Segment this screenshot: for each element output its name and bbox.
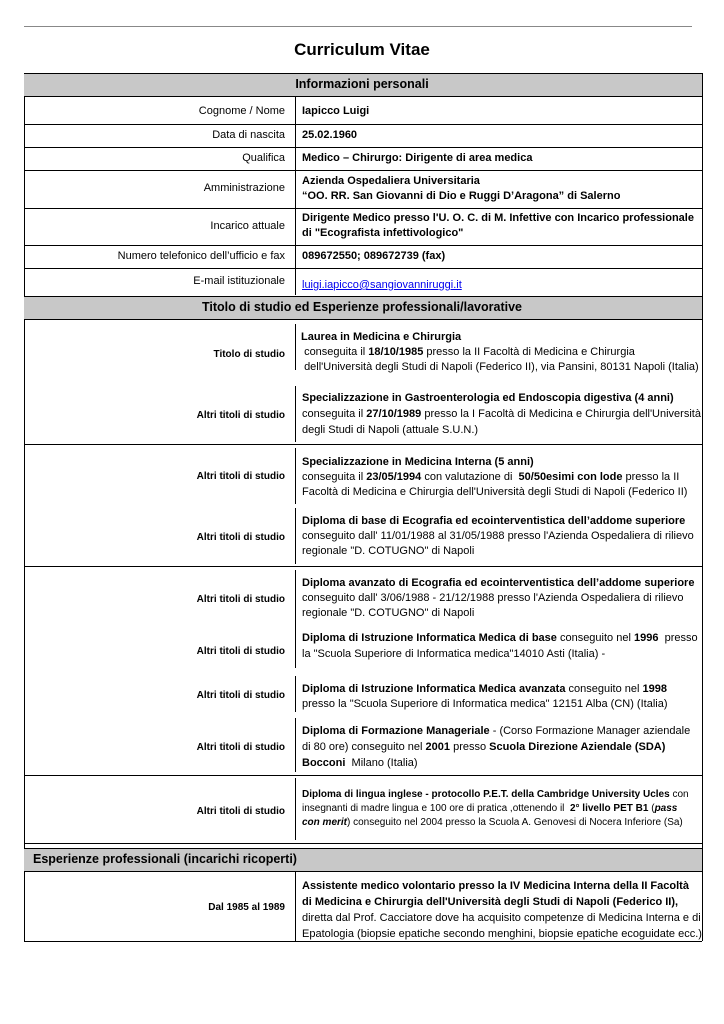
info-base-entry: Diploma di Istruzione Informatica Medica di base conseguito nel 1996 presso la "Scuola Superiore di Informatica medica"14010 Asti (Italia) -: [302, 632, 698, 660]
column-divider: [295, 448, 296, 504]
row-divider: [24, 147, 702, 148]
amministrazione-value: Azienda Ospedaliera Universitaria “OO. RR. San Giovanni di Dio e Ruggi D’Aragona” di Salerno: [302, 175, 621, 202]
altri-label: Altri titoli di studio: [196, 806, 285, 817]
row-divider: [24, 268, 702, 269]
column-divider: [295, 626, 296, 668]
page-title: Curriculum Vitae: [294, 40, 430, 59]
altri-label: Altri titoli di studio: [196, 594, 285, 605]
altri-label: Altri titoli di studio: [196, 742, 285, 753]
row-divider: [24, 170, 702, 171]
frame-left-border: [24, 73, 25, 941]
altri-label: Altri titoli di studio: [196, 532, 285, 543]
info-avanzata-entry: Diploma di Istruzione Informatica Medica avanzata conseguito nel 1998 presso la "Scuola Superiore di Informatica medica" 12151 Alba (CN) (Italia): [302, 683, 668, 710]
column-divider: [295, 778, 296, 840]
column-divider: [295, 386, 296, 442]
esperienze-entry: Assistente medico volontario presso la IV Medicina Interna della II Facoltà di Medicina e Chirurgia dell'Università degli Studi di Napoli (Federico II), diretta dal Prof. Cacciatore dove ha acquisito competenze di Medicina Interna e di Epatologia (biopsie epatiche secondo menghini, biopsie epatiche ecoguidate ecc.): [302, 880, 702, 940]
telefono-value: 089672550; 089672739 (fax): [302, 250, 446, 262]
section-title-esperienze: Esperienze professionali (incarichi ricoperti): [33, 852, 297, 866]
telefono-label: Numero telefonico dell’ufficio e fax: [117, 250, 285, 262]
spec-gastro-entry: Specializzazione in Gastroenterologia ed Endoscopia digestiva (4 anni) conseguita il 27/10/1989 presso la I Facoltà di Medicina e Chirurgia dell'Università degli Studi di Napoli (attuale S.U.N.): [302, 392, 701, 436]
section-title-studio: Titolo di studio ed Esperienze professionali/lavorative: [202, 300, 522, 314]
altri-label: Altri titoli di studio: [196, 410, 285, 421]
column-divider: [295, 324, 296, 370]
altri-label: Altri titoli di studio: [196, 471, 285, 482]
cognome-label: Cognome / Nome: [198, 105, 285, 117]
column-divider: [295, 570, 296, 626]
spec-medicina-entry: Specializzazione in Medicina Interna (5 anni) conseguita il 23/05/1994 con valutazione di 50/50esimi con lode presso la II Facoltà di Medicina e Chirurgia dell'Università degli Studi di Napoli (Federico II): [302, 456, 688, 498]
qualifica-label: Qualifica: [242, 152, 285, 164]
email-value: [302, 278, 702, 293]
email-label: E-mail istituzionale: [193, 275, 285, 287]
altri-label: Altri titoli di studio: [196, 690, 285, 701]
nascita-label: Data di nascita: [212, 129, 285, 141]
column-divider: [295, 96, 296, 295]
row-divider: [24, 124, 702, 125]
titolo-label: Titolo di studio: [213, 349, 285, 360]
altri-label: Altri titoli di studio: [196, 646, 285, 657]
email-link[interactable]: luigi.iapicco@sangiovanniruggi.it: [302, 279, 462, 291]
frame-right-border: [702, 73, 703, 941]
row-divider: [24, 843, 702, 844]
row-divider: [24, 566, 702, 567]
section-title-personal: Informazioni personali: [295, 77, 429, 91]
nascita-value: 25.02.1960: [302, 129, 358, 141]
column-divider: [295, 508, 296, 564]
incarico-value: Dirigente Medico presso l'U. O. C. di M. Infettive con Incarico professionale di "Ecografista infettivologico": [302, 212, 694, 239]
row-divider: [24, 775, 702, 776]
row-divider: [24, 444, 702, 445]
row-divider: [24, 208, 702, 209]
column-divider: [295, 718, 296, 772]
column-divider: [295, 871, 296, 941]
laurea-entry: Laurea in Medicina e Chirurgia conseguita il 18/10/1985 presso la II Facoltà di Medicina e Chirurgia dell'Università degli Studi di Napoli (Federico II), via Pansini, 80131 Napoli (Italia): [301, 331, 699, 373]
eco-avanzato-entry: Diploma avanzato di Ecografia ed ecointerventistica dell’addome superiore conseguito dall' 3/06/1988 - 21/12/1988 presso l'Azienda Ospedaliera di rilievo regionale "D. COTUGNO" di Napoli: [302, 577, 695, 619]
column-divider: [295, 676, 296, 712]
manageriale-entry: Diploma di Formazione Manageriale - (Corso Formazione Manager aziendale di 80 ore) conseguito nel 2001 presso Scuola Direzione Aziendale (SDA) Bocconi Milano (Italia): [302, 725, 691, 769]
row-divider: [24, 245, 702, 246]
cognome-value: Iapicco Luigi: [302, 105, 370, 117]
esperienze-period: Dal 1985 al 1989: [208, 902, 285, 913]
qualifica-value: Medico – Chirurgo: Dirigente di area medica: [302, 152, 533, 164]
top-rule: [24, 26, 692, 27]
incarico-label: Incarico attuale: [210, 220, 285, 232]
eco-base-entry: Diploma di base di Ecografia ed ecointerventistica dell’addome superiore conseguito dall' 11/01/1988 al 31/05/1988 presso l'Azienda Ospedaliera di rilievo regionale "D. COTUGNO" di Napoli: [302, 515, 694, 557]
lingua-entry: Diploma di lingua inglese - protocollo P.E.T. della Cambridge University Ucles con insegnanti di madre lingua e 100 ore di pratica ,ottenendo il 2° livello PET B1 (pass con merit) conseguito nel 2004 presso la Scuola A. Genovesi di Nocera Inferiore (Sa): [302, 789, 689, 828]
amministrazione-label: Amministrazione: [203, 182, 285, 194]
